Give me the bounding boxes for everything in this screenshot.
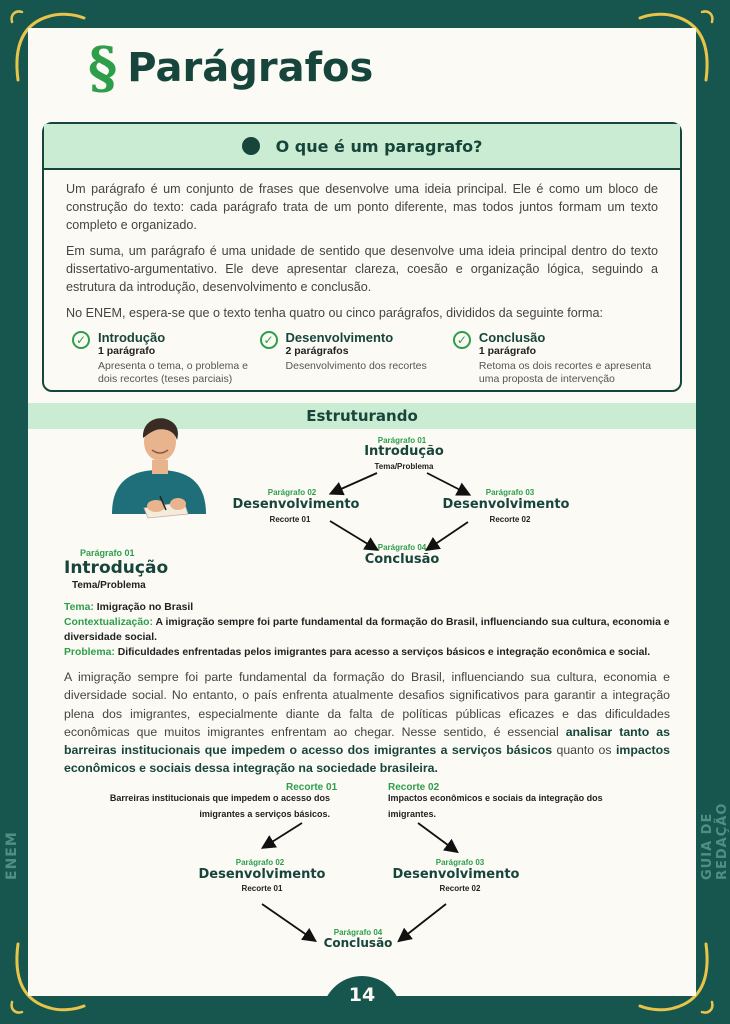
arrow-r2-to-dev2 — [418, 823, 456, 851]
diagram1-dev1-sub: Recorte 01 — [269, 515, 311, 524]
column-description: Desenvolvimento dos recortes — [285, 360, 427, 372]
diagram1-intro-name: Introdução — [364, 444, 444, 459]
diagram2-concl-tag: Parágrafo 04 — [333, 928, 383, 937]
column-title: Desenvolvimento — [285, 330, 394, 345]
side-label-guia: GUIA DE REDAÇÃO — [700, 802, 730, 880]
def-tema: Tema: Imigração no Brasil — [64, 602, 194, 613]
definition-paragraph-1: Um parágrafo é um conjunto de frases que desenvolve uma ideia principal. Ele é como um bloco de construção do texto: cada parágrafo trata de um ponto diferente, mas todos juntos formam um texto completo e organizado. — [66, 182, 658, 232]
highlight-recorte-1: analisar tanto as barreiras institucionais que impedem o acesso dos imigrantes a serviços básicos — [64, 724, 670, 758]
column-title: Introdução — [98, 330, 166, 345]
recorte-1-line-1: Barreiras institucionais que impedem o acesso dos — [109, 793, 330, 803]
arrow-intro-to-dev1 — [332, 473, 377, 493]
diagram1-dev1-tag: Parágrafo 02 — [267, 488, 317, 497]
arrow-dev2-to-concl-2 — [400, 904, 446, 940]
recorte-1-line-2: imigrantes a serviços básicos. — [199, 809, 330, 819]
recorte-2-line-2: imigrantes. — [388, 809, 437, 819]
arrow-dev1-to-concl-2 — [262, 904, 314, 940]
def-contextualizacao: Contextualização: A imigração sempre foi parte fundamental da formação do Brasil, influenciando sua cultura, economia e diversidade social. — [64, 617, 670, 643]
diagram2-concl-name: Conclusão — [323, 936, 393, 950]
diagram1-concl-name: Conclusão — [364, 552, 440, 567]
diagram2-dev2-sub: Recorte 02 — [439, 884, 481, 893]
intro-block-tag: Parágrafo 01 — [80, 548, 135, 558]
diagram2-dev1-tag: Parágrafo 02 — [235, 858, 285, 867]
diagram1-intro-sub: Tema/Problema — [374, 462, 434, 471]
column-count: 1 parágrafo — [98, 345, 156, 357]
diagram1-intro-tag: Parágrafo 01 — [377, 436, 427, 445]
arrow-dev2-to-concl — [428, 522, 468, 549]
diagram1-dev2-sub: Recorte 02 — [489, 515, 531, 524]
diagram1-dev1-name: Desenvolvimento — [232, 497, 360, 512]
recorte-1-title: Recorte 01 — [286, 782, 338, 793]
diagram1-concl-tag: Parágrafo 04 — [377, 543, 427, 552]
check-icon: ✓ — [72, 331, 90, 349]
intro-block-sub: Tema/Problema — [72, 580, 146, 591]
intro-block-name: Introdução — [64, 558, 169, 578]
column-description: Apresenta o tema, o problema e dois recortes (teses parciais) — [98, 360, 249, 385]
def-problema: Problema: Dificuldades enfrentadas pelos imigrantes para acesso a serviços básicos e integração econômica e social. — [64, 647, 651, 658]
highlight-recorte-2: impactos econômicos e sociais dessa integração na sociedade brasileira. — [64, 743, 670, 776]
recorte-2-line-1: Impactos econômicos e sociais da integração dos — [388, 793, 603, 803]
column-count: 2 parágrafos — [285, 345, 349, 357]
example-paragraph: A imigração sempre foi parte fundamental da formação do Brasil, influenciando sua cultura, economia e diversidade social. No entanto, o país enfrenta atualmente desafios significativos para garantir a integração plena dos imigrantes, especialmente diante da falta de políticas públicas eficazes e das dificuldades econômicas que muitos imigrantes enfrentam ao chegar. Nesse sentido, é essencial analisar tanto as barreiras institucionais que impedem o acesso dos imigrantes a serviços básicos quanto os impactos econômicos e sociais dessa integração na sociedade brasileira. — [64, 670, 670, 776]
definitions-list — [64, 600, 674, 660]
recorte-2-title: Recorte 02 — [388, 782, 440, 793]
definition-paragraph-3: No ENEM, espera-se que o texto tenha quatro ou cinco parágrafos, divididos da seguinte forma: — [66, 306, 603, 320]
column-title: Conclusão — [478, 330, 546, 345]
arrow-dev1-to-concl — [330, 521, 376, 549]
check-icon: ✓ — [453, 331, 471, 349]
arrow-intro-to-dev2 — [427, 473, 468, 494]
diagram2-dev2-tag: Parágrafo 03 — [435, 858, 485, 867]
column-count: 1 parágrafo — [478, 345, 537, 357]
diagram1-dev2-tag: Parágrafo 03 — [485, 488, 535, 497]
column-description: Retoma os dois recortes e apresenta uma proposta de intervenção — [478, 360, 652, 385]
diagram1-dev2-name: Desenvolvimento — [442, 497, 570, 512]
page-title-text: Parágrafos — [127, 45, 374, 91]
section-sign-icon: § — [88, 35, 118, 101]
page-number: 14 — [348, 984, 376, 1006]
definition-box-title: O que é um paragrafo? — [275, 136, 483, 156]
arrow-r1-to-dev1 — [264, 823, 302, 847]
diagram2-dev1-name: Desenvolvimento — [198, 867, 326, 882]
diagram2-dev2-name: Desenvolvimento — [392, 867, 520, 882]
check-icon: ✓ — [260, 331, 278, 349]
diagram2-dev1-sub: Recorte 01 — [241, 884, 283, 893]
definition-paragraph-2: Em suma, um parágrafo é uma unidade de sentido que desenvolve uma ideia principal dentro do texto dissertativo-argumentativo. Ele deve apresentar clareza, coesão e organização lógica, seguindo a estrutura da introdução, desenvolvimento e conclusão. — [66, 244, 658, 294]
side-label-enem: ENEM — [4, 831, 20, 880]
section-band-title: Estruturando — [306, 407, 418, 425]
